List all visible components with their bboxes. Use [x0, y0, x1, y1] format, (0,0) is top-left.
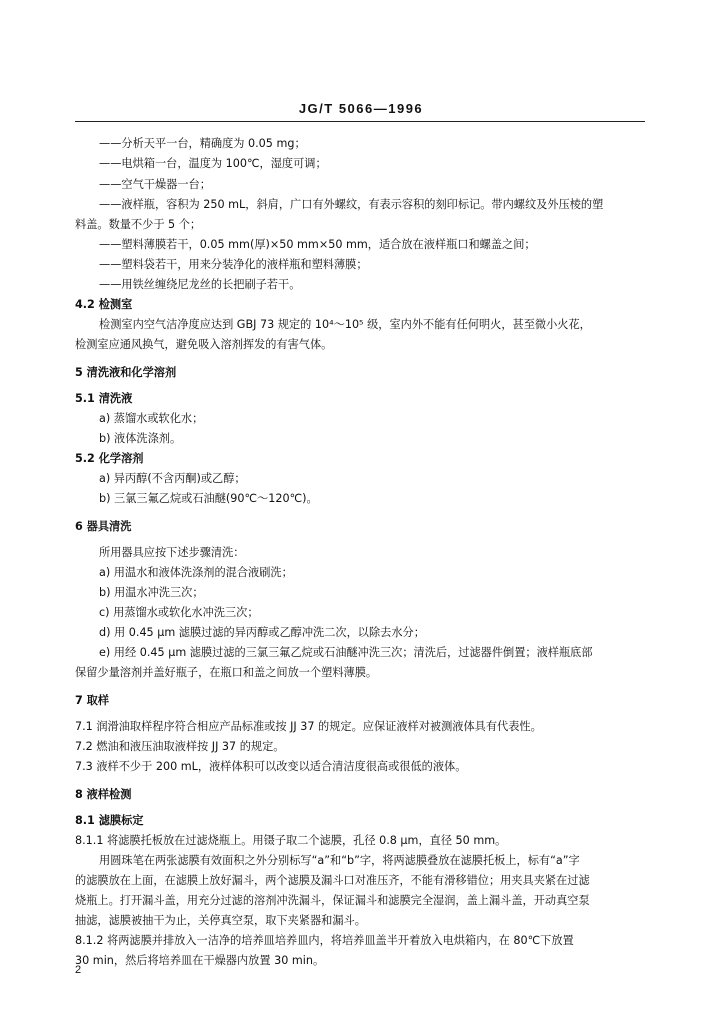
equipment-item: ——用铁丝缠绕尼龙丝的长把刷子若干。: [99, 278, 301, 291]
section-heading-7: 7 取样: [75, 694, 110, 707]
clause-line: 8.1.2 将两滤膜并排放入一洁净的培养皿培养皿内，将培养皿盖半开着放入电烘箱内，在 80℃下放置: [75, 934, 574, 947]
section-heading-4-2: 4.2 检测室: [75, 298, 133, 311]
list-item: e) 用经 0.45 μm 滤膜过滤的三氯三氟乙烷或石油醚冲洗三次；清洗后，过滤器件倒置；液样瓶底部: [99, 646, 593, 659]
clause-line: 8.1.1 将滤膜托板放在过滤烧瓶上。用镊子取二个滤膜，孔径 0.8 μm，直径 50 mm。: [75, 834, 507, 847]
section-heading-5-1: 5.1 清洗液: [75, 392, 133, 405]
section-heading-8-1: 8.1 滤膜标定: [75, 814, 144, 827]
list-item: b) 三氯三氟乙烷或石油醚(90℃～120℃)。: [99, 492, 318, 505]
header-divider: [75, 121, 645, 122]
equipment-item: ——分析天平一台，精确度为 0.05 mg；: [99, 137, 306, 150]
list-item: a) 用温水和液体洗涤剂的混合液刷洗；: [99, 566, 293, 579]
paragraph-line: 烧瓶上。打开漏斗盖，用充分过滤的溶剂冲洗漏斗，保证漏斗和滤膜完全湿润，盖上漏斗盖，开动真空泵: [75, 894, 590, 907]
list-item: d) 用 0.45 μm 滤膜过滤的异丙醇或乙醇冲洗二次，以除去水分；: [99, 626, 425, 639]
list-item: a) 异丙醇(不含丙酮)或乙醇；: [99, 472, 246, 485]
paragraph-line: 检测室应通风换气，避免吸入溶剂挥发的有害气体。: [75, 338, 333, 351]
clause-line: 7.2 燃油和液压油取液样按 JJ 37 的规定。: [75, 740, 285, 753]
paragraph-line: 的滤膜放在上面，在滤膜上放好漏斗，两个滤膜及漏斗口对准压齐，不能有滑移错位；用夹具夹紧在过滤: [75, 874, 590, 887]
paragraph-line: 检测室内空气洁净度应达到 GBJ 73 规定的 10⁴～10⁵ 级，室内外不能有任何明火，甚至微小火花，: [99, 318, 591, 331]
paragraph-line: 所用器具应按下述步骤清洗：: [99, 546, 245, 559]
equipment-item-continuation: 料盖。数量不少于 5 个；: [75, 218, 202, 231]
list-item: c) 用蒸馏水或软化水冲洗三次；: [99, 606, 259, 619]
list-item: a) 蒸馏水或软化水；: [99, 412, 204, 425]
clause-line: 7.1 润滑油取样程序符合相应产品标准或按 JJ 37 的规定。应保证液样对被测液体具有代表性。: [75, 720, 542, 733]
equipment-item: ——塑料袋若干，用来分装净化的液样瓶和塑料薄膜；: [99, 258, 368, 271]
section-heading-5: 5 清洗液和化学溶剂: [75, 366, 177, 379]
paragraph-line: 30 min，然后将培养皿在干燥器内放置 30 min。: [75, 954, 325, 967]
paragraph-line: 用圆珠笔在两张滤膜有效面积之外分别标写“a”和“b”字，将两滤膜叠放在滤膜托板上，标有“a”字: [99, 854, 580, 867]
paragraph-line: 抽滤，滤膜被抽干为止，关停真空泵，取下夹紧器和漏斗。: [75, 914, 366, 927]
section-heading-5-2: 5.2 化学溶剂: [75, 452, 144, 465]
clause-line: 7.3 液样不少于 200 mL，液样体积可以改变以适合清洁度很高或很低的液体。: [75, 760, 467, 773]
section-heading-6: 6 器具清洗: [75, 520, 132, 533]
section-heading-8: 8 液样检测: [75, 788, 132, 801]
standard-code-header: JG/T 5066—1996: [298, 101, 424, 116]
page-number: 2: [75, 964, 82, 976]
equipment-item: ——电烘箱一台，温度为 100℃，湿度可调；: [99, 157, 327, 170]
list-item-continuation: 保留少量溶剂并盖好瓶子，在瓶口和盖之间放一个塑料薄膜。: [75, 666, 378, 679]
equipment-item: ——空气干燥器一台；: [99, 178, 211, 191]
equipment-item: ——液样瓶，容积为 250 mL，斜肩，广口有外螺纹，有表示容积的刻印标记。带内螺纹及外压棱的塑: [99, 198, 604, 211]
equipment-item: ——塑料薄膜若干，0.05 mm(厚)×50 mm×50 mm，适合放在液样瓶口和螺盖之间；: [99, 238, 536, 251]
list-item: b) 用温水冲洗三次；: [99, 586, 204, 599]
list-item: b) 液体洗涤剂。: [99, 432, 182, 445]
